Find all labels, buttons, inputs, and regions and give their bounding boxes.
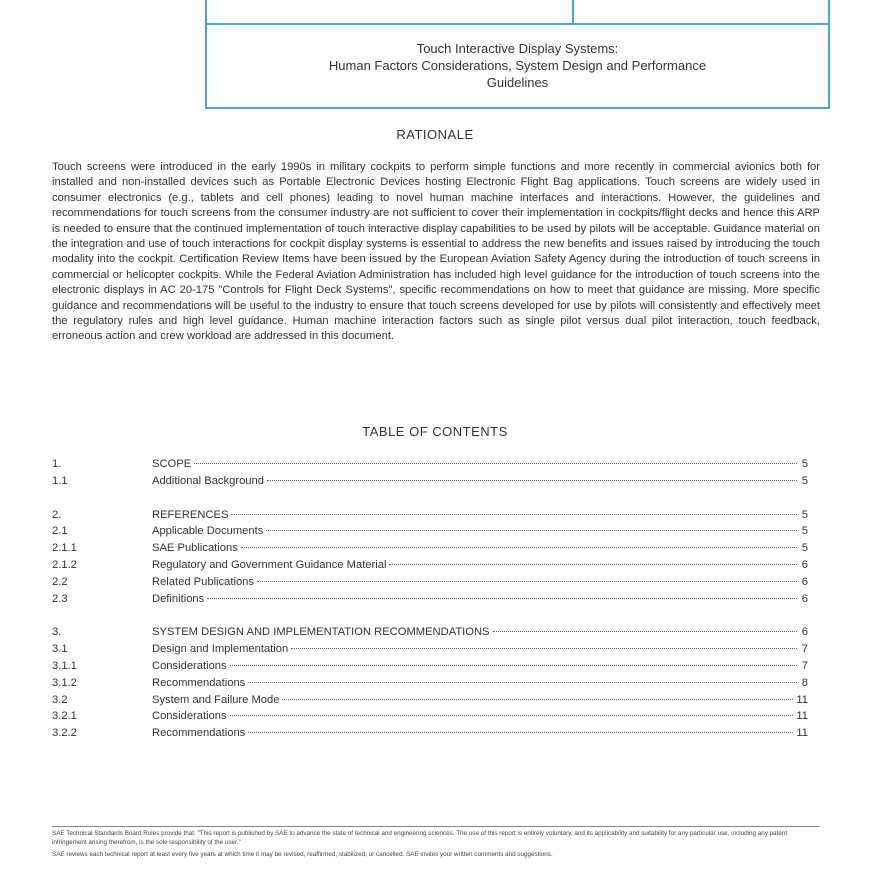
toc-entry-page: 5 — [801, 474, 808, 487]
toc-entry-number: 3. — [52, 626, 62, 639]
toc-entry-number: 2.1.2 — [52, 558, 77, 571]
toc-entry[interactable] — [52, 641, 808, 658]
toc-entry-number: 3.1 — [52, 643, 68, 656]
toc-entry[interactable] — [52, 708, 808, 725]
toc-dot-leader — [257, 581, 797, 582]
toc-entry-title: Recommendations — [152, 727, 246, 740]
toc-entry[interactable] — [52, 523, 808, 540]
title-line: Touch Interactive Display Systems: — [416, 41, 619, 56]
toc-entry-number: 1.1 — [52, 474, 68, 487]
toc-entry-title-line — [152, 692, 808, 709]
toc-entry-title: Considerations — [152, 710, 227, 723]
toc-entry-title-line — [152, 473, 808, 490]
toc-entry-title-line — [152, 456, 808, 473]
toc-entry-number: 3.2.2 — [52, 727, 77, 740]
title-block-divider — [572, 0, 574, 23]
toc-dot-leader — [248, 732, 793, 733]
rationale-heading: RATIONALE — [396, 127, 474, 142]
toc-group-spacer — [52, 607, 808, 624]
toc-entry[interactable] — [52, 591, 808, 608]
toc-entry-page: 11 — [796, 710, 808, 723]
toc-entry-title-line — [152, 557, 808, 574]
toc-entry-number: 3.1.1 — [52, 659, 77, 672]
toc-entry-title: Additional Background — [152, 474, 264, 487]
toc-entry-title-line — [152, 574, 808, 591]
rationale-text: Touch screens were introduced in the early 1990s in military cockpits to perform simple functions and more recently in commercial avionics both for installed and non-installed devices such as Portable Electronic Devices hosting Electronic Flight Bag applications. Touch screens are widely used in consumer electronics (e.g., tablets and cell phones) leading to novel human machine interfaces and interactions. However, the guidelines and recommendations for touch screens from the consumer industry are not sufficient to cover their implementation in cockpits/flight decks and hence this ARP is needed to ensure that the continued implementation of touch interactive display capabilities to be used by pilots will be acceptable. Guidance material on the integration and use of touch interactions for cockpit display systems is essential to address the new benefits and issues raised by introducing the touch modality into the cockpit. Certification Review Items have been issued by the European Aviation Safety Agency during the introduction of touch screens in commercial or helicopter cockpits. While the Federal Aviation Administration has included high level guidance for the introduction of touch screens into the electronic displays in AC 20-175 "Controls for Flight Deck Systems", specific recommendations on how to meet that guidance are missing. More specific guidance and recommendations will be useful to the industry to ensure that touch screens developed for use by pilots will consistently and effectively meet the regulatory rules and high level guidance. Human machine interaction factors such as single pilot versus dual pilot interaction, touch feedback, erroneous action and crew workload are addressed in this document. — [52, 161, 820, 343]
toc-entry-page: 6 — [801, 592, 808, 605]
toc-dot-leader — [282, 699, 793, 700]
toc-entry-title-line — [152, 523, 808, 540]
toc-entry-title: Regulatory and Government Guidance Material — [152, 558, 387, 571]
toc-entry-number: 1. — [52, 458, 62, 470]
toc-entry-title: System and Failure Mode — [152, 693, 280, 706]
footer-notice — [52, 826, 820, 862]
toc-entry-title-line — [152, 591, 808, 608]
toc-entry-title-line — [152, 675, 808, 692]
toc-entry[interactable] — [52, 507, 808, 524]
toc-entry[interactable] — [52, 473, 808, 490]
toc-entry-title: Design and Implementation — [152, 643, 289, 656]
toc-entry-title-line — [152, 540, 808, 557]
toc-dot-leader — [266, 530, 797, 531]
toc-entry-title: Definitions — [152, 592, 205, 605]
title-line: Guidelines — [486, 75, 549, 90]
toc-entry-number: 2.1 — [52, 525, 68, 538]
toc-group-spacer — [52, 490, 808, 507]
toc-entry-page: 6 — [801, 626, 808, 639]
toc-entry-title: Considerations — [152, 659, 227, 672]
toc-entry-page: 7 — [801, 643, 808, 656]
toc-entry-title: Recommendations — [152, 676, 246, 689]
document-title — [207, 40, 828, 91]
toc-entry-page: 7 — [801, 659, 808, 672]
title-line: Human Factors Considerations, System Design and Performance — [328, 58, 707, 73]
toc-entry-title: SCOPE — [152, 458, 192, 470]
document-title-block — [205, 0, 830, 109]
toc-dot-leader — [241, 547, 797, 548]
toc-dot-leader — [291, 648, 797, 649]
toc-entry-title-line — [152, 641, 808, 658]
toc-entry-title-line — [152, 708, 808, 725]
toc-entry-page: 6 — [801, 558, 808, 571]
toc-entry-number: 2. — [52, 508, 62, 521]
toc-entry[interactable] — [52, 574, 808, 591]
toc-entry-page: 11 — [796, 693, 808, 706]
toc-entry-title-line — [152, 624, 808, 641]
toc-dot-leader — [194, 463, 797, 464]
toc-entry-number: 3.2.1 — [52, 710, 77, 723]
toc-entry[interactable] — [52, 675, 808, 692]
toc-dot-leader — [230, 665, 797, 666]
toc-entry-page: 5 — [801, 525, 808, 538]
toc-entry-number: 3.1.2 — [52, 676, 77, 689]
toc-entry[interactable] — [52, 540, 808, 557]
toc-entry-page: 5 — [801, 458, 808, 470]
footer-paragraph: SAE Technical Standards Board Rules provide that: "This report is published by SAE to advance the state of technical and engineering sciences. The use of this report is entirely voluntary, and its applicability and suitability for any particular use, including any patent infringement arising therefrom, is the sole responsibility of the user." — [52, 830, 788, 846]
toc-dot-leader — [493, 631, 797, 632]
toc-entry-page: 5 — [801, 508, 808, 521]
toc-entry-page: 6 — [801, 575, 808, 588]
table-of-contents — [52, 456, 808, 742]
toc-entry-page: 8 — [801, 676, 808, 689]
toc-entry-title: REFERENCES — [152, 508, 229, 521]
toc-entry-title: SAE Publications — [152, 542, 238, 555]
toc-entry-title-line — [152, 507, 808, 524]
toc-entry-page: 5 — [801, 542, 808, 555]
toc-entry-title: SYSTEM DESIGN AND IMPLEMENTATION RECOMMENDATIONS — [152, 626, 490, 639]
toc-entry-title: Applicable Documents — [152, 525, 264, 538]
toc-entry-number: 3.2 — [52, 693, 68, 706]
toc-entry[interactable] — [52, 456, 808, 473]
toc-dot-leader — [230, 715, 794, 716]
toc-entry-number: 2.2 — [52, 575, 68, 588]
toc-entry[interactable] — [52, 557, 808, 574]
toc-entry-page: 11 — [796, 727, 808, 740]
title-block-header-row — [207, 0, 828, 25]
toc-entry-number: 2.3 — [52, 592, 68, 605]
toc-heading: TABLE OF CONTENTS — [362, 424, 508, 439]
footer-paragraph: SAE reviews each technical report at least every five years at which time it may be revised, reaffirmed, stabilized, or cancelled. SAE invites your written comments and suggestions. — [52, 850, 553, 858]
toc-entry-title-line — [152, 658, 808, 675]
toc-entry-title-line — [152, 725, 808, 742]
toc-entry-number: 2.1.1 — [52, 542, 77, 555]
toc-entry[interactable] — [52, 725, 808, 742]
toc-dot-leader — [231, 514, 797, 515]
toc-entry[interactable] — [52, 658, 808, 675]
toc-entry[interactable] — [52, 624, 808, 641]
toc-dot-leader — [267, 480, 797, 481]
toc-dot-leader — [389, 564, 797, 565]
toc-dot-leader — [207, 598, 797, 599]
toc-entry[interactable] — [52, 692, 808, 709]
toc-entry-title: Related Publications — [152, 575, 254, 588]
toc-dot-leader — [248, 682, 797, 683]
